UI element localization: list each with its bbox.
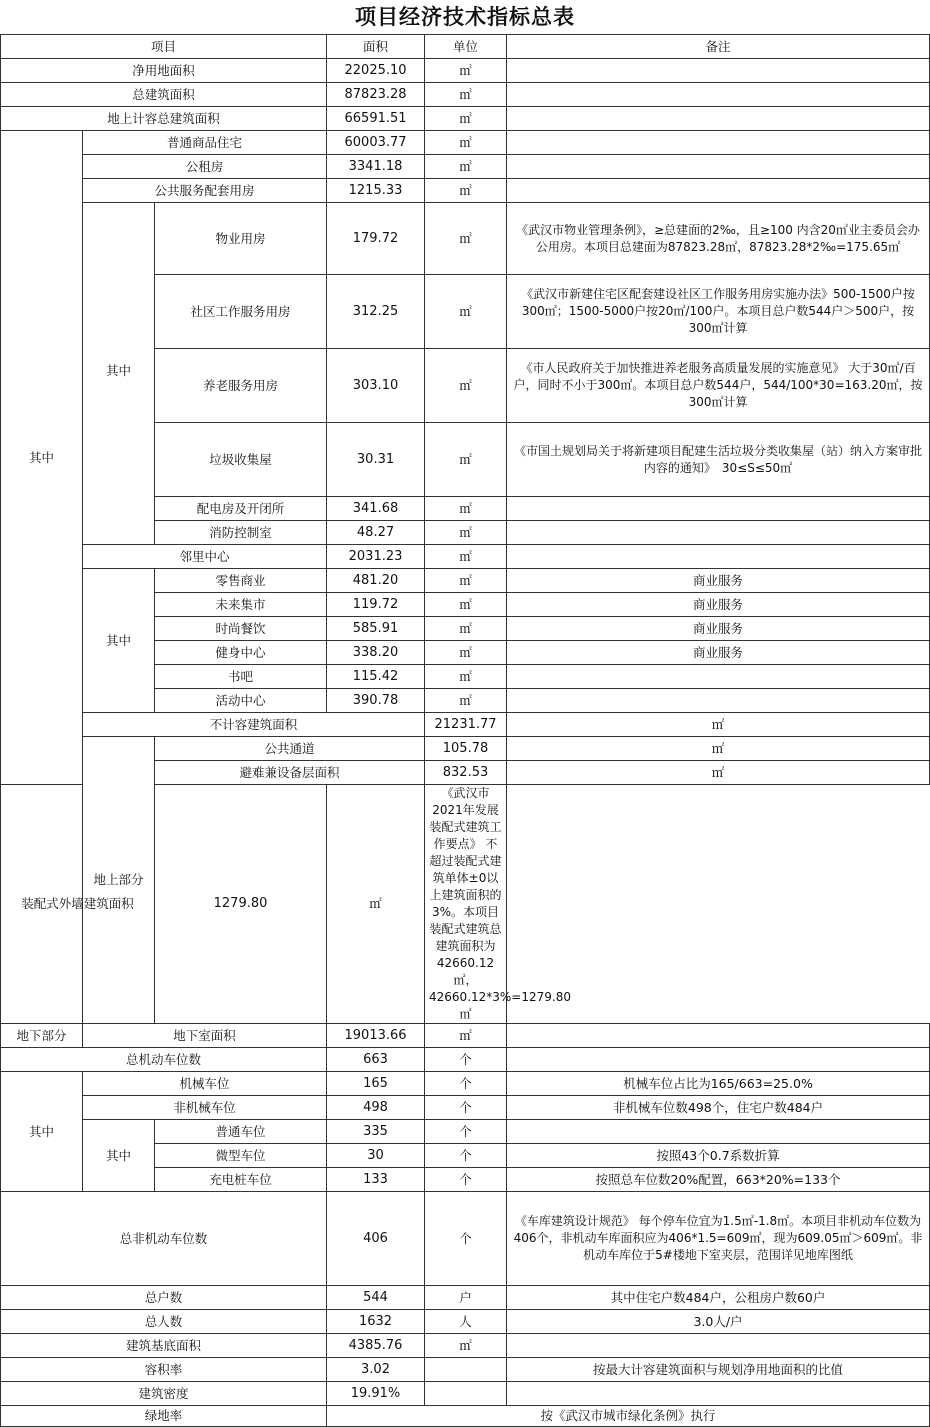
row-label: 非机械车位 xyxy=(83,1096,327,1120)
row-label: 养老服务用房 xyxy=(155,349,327,423)
table-row xyxy=(1,83,930,107)
row-area: 3341.18 xyxy=(327,155,425,179)
table-row xyxy=(1,1192,930,1286)
row-note: 《市人民政府关于加快推进养老服务高质量发展的实施意见》 大于30㎡/百户，同时不小于300㎡。本项目总户数544户，544/100*30=163.20㎡，按300㎡计算 xyxy=(507,349,930,423)
row-unit: ㎡ xyxy=(425,107,507,131)
row-note: 《武汉市新建住宅区配套建设社区工作服务用房实施办法》500-1500户按300㎡；1500-5000户按20㎡/100户。本项目总户数544户＞500户，按300㎡计算 xyxy=(507,275,930,349)
row-note xyxy=(507,1024,930,1048)
table-row xyxy=(1,713,930,737)
row-label: 书吧 xyxy=(155,665,327,689)
row-label: 净用地面积 xyxy=(1,59,327,83)
row-unit: ㎡ xyxy=(507,737,930,761)
row-label: 健身中心 xyxy=(155,641,327,665)
row-note: 按《武汉市城市绿化条例》执行 xyxy=(327,1406,930,1427)
row-area: 2031.23 xyxy=(327,545,425,569)
row-note xyxy=(507,1048,930,1072)
row-note xyxy=(507,1120,930,1144)
row-unit: ㎡ xyxy=(425,641,507,665)
row-note xyxy=(507,59,930,83)
row-note xyxy=(507,545,930,569)
table-row xyxy=(1,1406,930,1427)
row-area: 22025.10 xyxy=(327,59,425,83)
row-note xyxy=(507,83,930,107)
row-note: 3.0人/户 xyxy=(507,1310,930,1334)
row-label: 总非机动车位数 xyxy=(1,1192,327,1286)
row-label: 公共通道 xyxy=(155,737,425,761)
row-unit: ㎡ xyxy=(425,275,507,349)
table-row xyxy=(1,1024,930,1048)
row-unit: ㎡ xyxy=(425,1024,507,1048)
row-unit: ㎡ xyxy=(425,203,507,275)
row-area: 4385.76 xyxy=(327,1334,425,1358)
header-row xyxy=(1,35,930,59)
group-label: 其中 xyxy=(1,131,83,785)
row-label: 总机动车位数 xyxy=(1,1048,327,1072)
table-row xyxy=(1,107,930,131)
row-note: 其中住宅户数484户，公租房户数60户 xyxy=(507,1286,930,1310)
row-area: 19013.66 xyxy=(327,1024,425,1048)
row-label: 公租房 xyxy=(83,155,327,179)
row-note xyxy=(507,497,930,521)
row-area: 105.78 xyxy=(425,737,507,761)
table-row xyxy=(1,1072,930,1096)
table-row xyxy=(1,1334,930,1358)
row-area: 66591.51 xyxy=(327,107,425,131)
table-row xyxy=(1,545,930,569)
row-area: 179.72 xyxy=(327,203,425,275)
row-note: 按照43个0.7系数折算 xyxy=(507,1144,930,1168)
header-unit: 单位 xyxy=(425,35,507,59)
table-row xyxy=(1,1120,930,1144)
row-unit: ㎡ xyxy=(425,131,507,155)
row-note: 《武汉市物业管理条例》，≥总建面的2‰，且≥100 内含20㎡业主委员会办公用房。本项目总建面为87823.28㎡，87823.28*2‰=175.65㎡ xyxy=(507,203,930,275)
table-row xyxy=(1,737,930,761)
row-unit: ㎡ xyxy=(425,497,507,521)
row-note xyxy=(507,689,930,713)
row-unit: ㎡ xyxy=(425,593,507,617)
row-area: 335 xyxy=(327,1120,425,1144)
row-area: 133 xyxy=(327,1168,425,1192)
row-area: 1632 xyxy=(327,1310,425,1334)
row-area: 87823.28 xyxy=(327,83,425,107)
row-label: 建筑密度 xyxy=(1,1382,327,1406)
row-area: 21231.77 xyxy=(425,713,507,737)
row-unit: 个 xyxy=(425,1048,507,1072)
row-label: 时尚餐饮 xyxy=(155,617,327,641)
table-row xyxy=(1,569,930,593)
row-note: 《车库建筑设计规范》 每个停车位宜为1.5㎡-1.8㎡。本项目非机动车位数为406个，非机动车库面积应为406*1.5=609㎡，现为609.05㎡＞609㎡。非机动车库位于5#楼地下室夹层，范围详见地库图纸 xyxy=(507,1192,930,1286)
row-unit: ㎡ xyxy=(425,521,507,545)
group-label: 其中 xyxy=(1,1072,83,1192)
row-label: 普通车位 xyxy=(155,1120,327,1144)
row-unit: ㎡ xyxy=(425,545,507,569)
row-note: 《武汉市2021年发展装配式建筑工作要点》 不超过装配式建筑单体±0以上建筑面积的3%。本项目装配式建筑总建筑面积为42660.12㎡，42660.12*3%=1279.80㎡ xyxy=(425,785,507,1024)
row-unit: 个 xyxy=(425,1144,507,1168)
table-row xyxy=(1,179,930,203)
row-area: 338.20 xyxy=(327,641,425,665)
row-unit: ㎡ xyxy=(507,761,930,785)
row-area: 544 xyxy=(327,1286,425,1310)
indicator-table xyxy=(0,34,930,1427)
row-label: 容积率 xyxy=(1,1358,327,1382)
row-area: 1215.33 xyxy=(327,179,425,203)
row-label: 物业用房 xyxy=(155,203,327,275)
row-area: 406 xyxy=(327,1192,425,1286)
row-unit: 个 xyxy=(425,1192,507,1286)
row-label: 机械车位 xyxy=(83,1072,327,1096)
row-label: 活动中心 xyxy=(155,689,327,713)
row-unit: 个 xyxy=(425,1168,507,1192)
row-area: 390.78 xyxy=(327,689,425,713)
table-row xyxy=(1,131,930,155)
row-note: 机械车位占比为165/663=25.0% xyxy=(507,1072,930,1096)
row-unit: ㎡ xyxy=(425,689,507,713)
row-unit: ㎡ xyxy=(425,665,507,689)
row-label: 建筑基底面积 xyxy=(1,1334,327,1358)
row-note: 按最大计容建筑面积与规划净用地面积的比值 xyxy=(507,1358,930,1382)
row-label: 垃圾收集屋 xyxy=(155,423,327,497)
row-unit: 户 xyxy=(425,1286,507,1310)
row-label: 配电房及开闭所 xyxy=(155,497,327,521)
row-area: 3.02 xyxy=(327,1358,425,1382)
row-note xyxy=(507,107,930,131)
table-row xyxy=(1,155,930,179)
row-label: 绿地率 xyxy=(1,1406,327,1427)
row-label: 消防控制室 xyxy=(155,521,327,545)
row-area: 165 xyxy=(327,1072,425,1096)
table-row xyxy=(1,1310,930,1334)
group-label: 地上部分 xyxy=(83,737,155,1024)
row-note: 非机械车位数498个，住宅户数484户 xyxy=(507,1096,930,1120)
row-unit: ㎡ xyxy=(425,179,507,203)
row-area: 663 xyxy=(327,1048,425,1072)
header-item: 项目 xyxy=(1,35,327,59)
row-note: 商业服务 xyxy=(507,569,930,593)
row-label: 零售商业 xyxy=(155,569,327,593)
subgroup-label: 其中 xyxy=(83,569,155,713)
row-area: 48.27 xyxy=(327,521,425,545)
row-label: 不计容建筑面积 xyxy=(83,713,425,737)
subgroup-label: 其中 xyxy=(83,203,155,545)
row-unit xyxy=(425,1382,507,1406)
row-unit: ㎡ xyxy=(425,349,507,423)
row-note xyxy=(507,179,930,203)
row-area: 832.53 xyxy=(425,761,507,785)
row-note: 按照总车位数20%配置，663*20%=133个 xyxy=(507,1168,930,1192)
row-label: 总建筑面积 xyxy=(1,83,327,107)
row-label: 避难兼设备层面积 xyxy=(155,761,425,785)
subgroup-label: 其中 xyxy=(83,1120,155,1192)
group-label: 地下部分 xyxy=(1,1024,83,1048)
row-unit: ㎡ xyxy=(425,59,507,83)
row-label: 社区工作服务用房 xyxy=(155,275,327,349)
row-unit xyxy=(425,1358,507,1382)
row-label: 微型车位 xyxy=(155,1144,327,1168)
row-area: 498 xyxy=(327,1096,425,1120)
row-area: 481.20 xyxy=(327,569,425,593)
row-area: 19.91% xyxy=(327,1382,425,1406)
table-row xyxy=(1,203,930,275)
table-row xyxy=(1,1358,930,1382)
row-area: 303.10 xyxy=(327,349,425,423)
row-area: 312.25 xyxy=(327,275,425,349)
header-note: 备注 xyxy=(507,35,930,59)
row-note: 商业服务 xyxy=(507,641,930,665)
row-label: 未来集市 xyxy=(155,593,327,617)
row-area: 341.68 xyxy=(327,497,425,521)
row-unit: ㎡ xyxy=(507,713,930,737)
row-unit: ㎡ xyxy=(425,617,507,641)
row-unit: 个 xyxy=(425,1096,507,1120)
header-area: 面积 xyxy=(327,35,425,59)
table-row xyxy=(1,1048,930,1072)
row-area: 115.42 xyxy=(327,665,425,689)
row-note xyxy=(507,131,930,155)
row-unit: ㎡ xyxy=(425,155,507,179)
row-unit: ㎡ xyxy=(425,423,507,497)
row-label: 地下室面积 xyxy=(83,1024,327,1048)
row-label: 装配式外墙建筑面积 xyxy=(1,785,155,1024)
row-unit: ㎡ xyxy=(425,569,507,593)
row-note: 商业服务 xyxy=(507,617,930,641)
row-unit: 人 xyxy=(425,1310,507,1334)
row-label: 充电桩车位 xyxy=(155,1168,327,1192)
page-title: 项目经济技术指标总表 xyxy=(355,5,575,29)
row-note xyxy=(507,521,930,545)
row-unit: ㎡ xyxy=(425,83,507,107)
row-note: 商业服务 xyxy=(507,593,930,617)
row-area: 1279.80 xyxy=(155,785,327,1024)
table-row xyxy=(1,59,930,83)
row-label: 普通商品住宅 xyxy=(83,131,327,155)
row-area: 585.91 xyxy=(327,617,425,641)
table-row xyxy=(1,785,930,1024)
row-note xyxy=(507,1382,930,1406)
row-area: 60003.77 xyxy=(327,131,425,155)
row-note xyxy=(507,1334,930,1358)
table-row xyxy=(1,1096,930,1120)
row-note: 《市国土规划局关于将新建项目配建生活垃圾分类收集屋（站）纳入方案审批内容的通知》 30≤S≤50㎡ xyxy=(507,423,930,497)
row-area: 119.72 xyxy=(327,593,425,617)
row-unit: ㎡ xyxy=(425,1334,507,1358)
row-note xyxy=(507,665,930,689)
row-area: 30 xyxy=(327,1144,425,1168)
row-label: 总户数 xyxy=(1,1286,327,1310)
row-label: 地上计容总建筑面积 xyxy=(1,107,327,131)
row-label: 总人数 xyxy=(1,1310,327,1334)
row-unit: ㎡ xyxy=(327,785,425,1024)
row-note xyxy=(507,155,930,179)
row-label: 公共服务配套用房 xyxy=(83,179,327,203)
table-row xyxy=(1,1286,930,1310)
row-area: 30.31 xyxy=(327,423,425,497)
row-label: 邻里中心 xyxy=(83,545,327,569)
table-row xyxy=(1,1382,930,1406)
row-unit: 个 xyxy=(425,1072,507,1096)
row-unit: 个 xyxy=(425,1120,507,1144)
